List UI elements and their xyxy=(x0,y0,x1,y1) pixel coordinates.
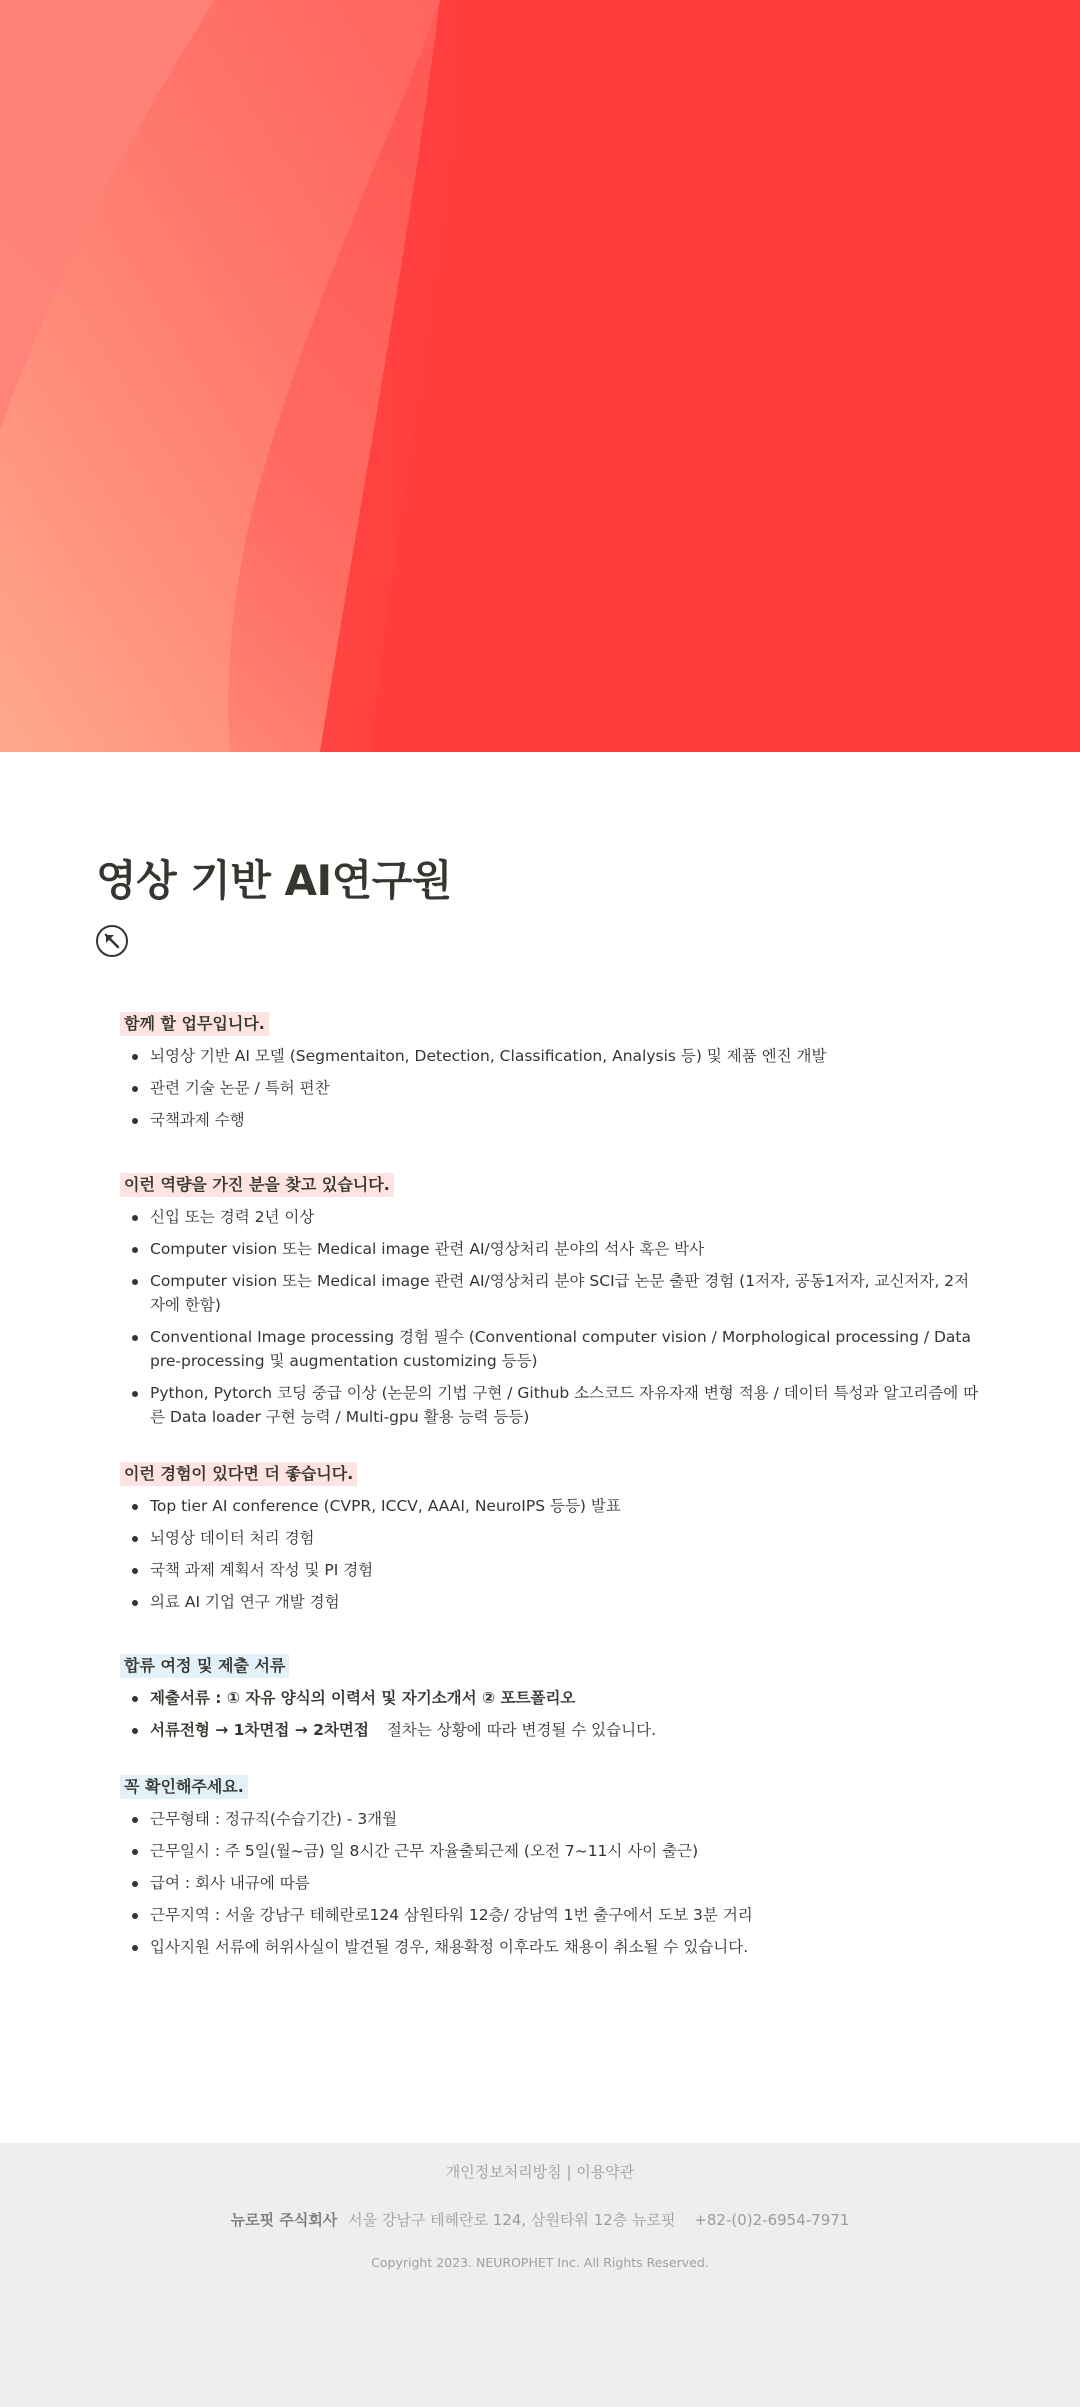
list-item: 국책과제 수행 xyxy=(150,1108,982,1132)
conditions-list xyxy=(122,1807,982,1959)
list-item xyxy=(150,1718,982,1742)
section-heading: 이런 경험이 있다면 더 좋습니다. xyxy=(120,1462,357,1486)
duties-list xyxy=(122,1044,982,1132)
privacy-policy-link[interactable]: 개인정보처리방침 xyxy=(445,2163,562,2181)
back-button[interactable] xyxy=(96,925,128,957)
requirements-list xyxy=(122,1205,982,1429)
process-note: 절차는 상황에 따라 변경될 수 있습니다. xyxy=(386,1721,657,1739)
list-item: 급여 : 회사 내규에 따름 xyxy=(150,1871,982,1895)
hero-gradient-art xyxy=(0,0,1080,752)
list-item xyxy=(150,1686,982,1710)
list-item: 뇌영상 데이터 처리 경험 xyxy=(150,1526,982,1550)
list-item: Top tier AI conference (CVPR, ICCV, AAAI, NeuroIPS 등등) 발표 xyxy=(150,1494,982,1518)
list-item: 관련 기술 논문 / 특허 편찬 xyxy=(150,1076,982,1100)
list-item: 신입 또는 경력 2년 이상 xyxy=(150,1205,982,1229)
documents-text: 제출서류 : ① 자유 양식의 이력서 및 자기소개서 ② 포트폴리오 xyxy=(150,1689,576,1707)
section-duties xyxy=(122,1012,982,1140)
company-address: 서울 강남구 테헤란로 124, 삼원타워 12층 뉴로핏 xyxy=(348,2211,676,2229)
company-name: 뉴로핏 주식회사 xyxy=(230,2211,338,2229)
section-heading: 꼭 확인해주세요. xyxy=(120,1775,248,1799)
list-item: 의료 AI 기업 연구 개발 경험 xyxy=(150,1590,982,1614)
list-item: Computer vision 또는 Medical image 관련 AI/영상처리 분야의 석사 혹은 박사 xyxy=(150,1237,982,1261)
arrow-up-left-icon xyxy=(103,932,121,950)
section-requirements xyxy=(122,1173,982,1437)
preferred-list xyxy=(122,1494,982,1614)
page-title: 영상 기반 AI연구원 xyxy=(96,856,452,905)
footer xyxy=(0,2143,1080,2407)
process-steps-text: 서류전형 → 1차면접 → 2차면접 xyxy=(150,1721,369,1739)
company-phone: +82-(0)2-6954-7971 xyxy=(694,2211,850,2229)
section-preferred xyxy=(122,1462,982,1622)
section-heading: 이런 역량을 가진 분을 찾고 있습니다. xyxy=(120,1173,394,1197)
terms-link[interactable]: 이용약관 xyxy=(576,2163,635,2181)
footer-separator: | xyxy=(566,2163,572,2181)
list-item: 입사지원 서류에 허위사실이 발견될 경우, 채용확정 이후라도 채용이 취소될 수 있습니다. xyxy=(150,1935,982,1959)
footer-company-info xyxy=(0,2209,1080,2230)
list-item: 근무지역 : 서울 강남구 테헤란로124 삼원타워 12층/ 강남역 1번 출구에서 도보 3분 거리 xyxy=(150,1903,982,1927)
section-process xyxy=(122,1654,982,1750)
list-item: Conventional Image processing 경험 필수 (Conventional computer vision / Morphological processing / Data pre-processing 및 augmentation customizing 등등) xyxy=(150,1325,982,1373)
section-heading: 합류 여정 및 제출 서류 xyxy=(120,1654,289,1678)
footer-links xyxy=(0,2161,1080,2182)
section-conditions xyxy=(122,1775,982,1967)
section-heading: 함께 할 업무입니다. xyxy=(120,1012,269,1036)
process-list xyxy=(122,1686,982,1742)
list-item: 근무일시 : 주 5일(월~금) 일 8시간 근무 자율출퇴근제 (오전 7~11시 사이 출근) xyxy=(150,1839,982,1863)
copyright: Copyright 2023. NEUROPHET Inc. All Rights Reserved. xyxy=(371,2255,709,2270)
list-item: 국책 과제 계획서 작성 및 PI 경험 xyxy=(150,1558,982,1582)
hero-banner xyxy=(0,0,1080,752)
list-item: Computer vision 또는 Medical image 관련 AI/영상처리 분야 SCI급 논문 출판 경험 (1저자, 공동1저자, 교신저자, 2저자에 한함) xyxy=(150,1269,982,1317)
list-item: 뇌영상 기반 AI 모델 (Segmentaiton, Detection, Classification, Analysis 등) 및 제품 엔진 개발 xyxy=(150,1044,982,1068)
list-item: 근무형태 : 정규직(수습기간) - 3개월 xyxy=(150,1807,982,1831)
list-item: Python, Pytorch 코딩 중급 이상 (논문의 기법 구현 / Github 소스코드 자유자재 변형 적용 / 데이터 특성과 알고리즘에 따른 Data loader 구현 능력 / Multi-gpu 활용 능력 등등) xyxy=(150,1381,982,1429)
